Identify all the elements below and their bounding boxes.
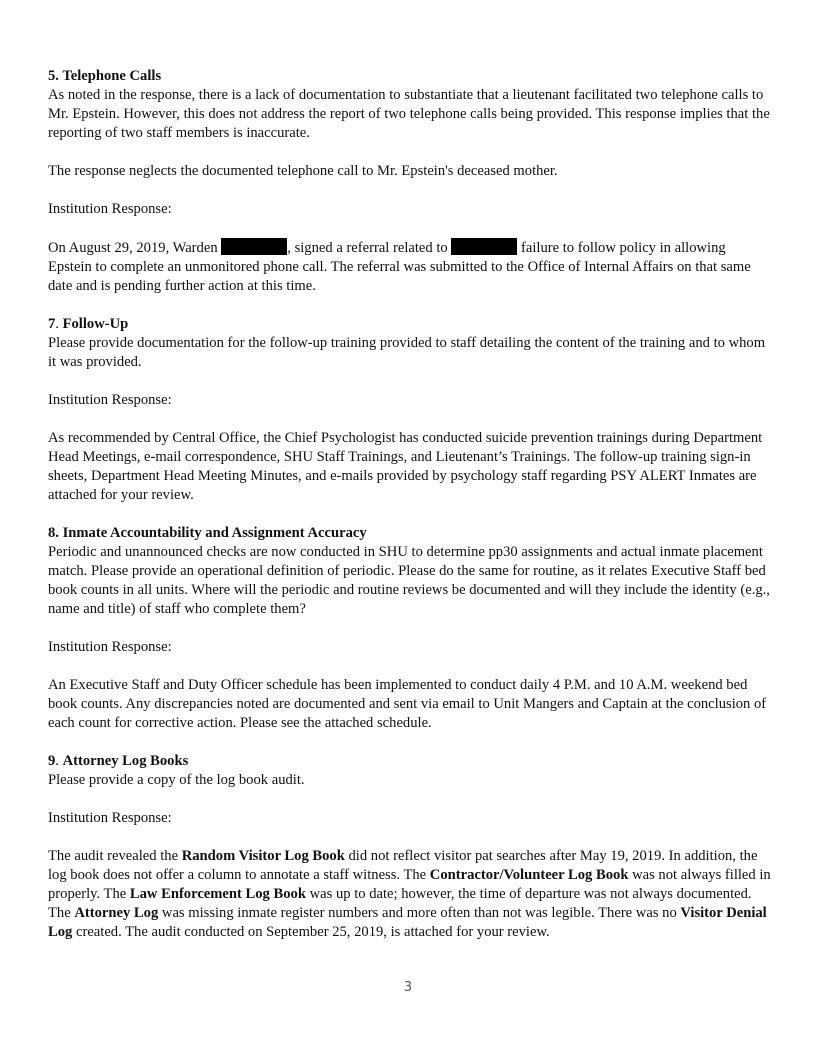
redacted-name-box xyxy=(451,238,517,255)
section-7-response-label: Institution Response: xyxy=(48,392,172,408)
document-page xyxy=(48,67,772,942)
section-9-body: Please provide a copy of the log book audit. xyxy=(48,772,305,788)
redacted-name-box xyxy=(221,238,287,255)
section-9-number: 9 xyxy=(48,753,56,769)
section-7-response: As recommended by Central Office, the Chief Psychologist has conducted suicide prevention trainings during Department Head Meetings, e-mail correspondence, SHU Staff Trainings, and Lieutenant’s Trainings. The follow-up training sign-in sheets, Department Head Meeting Minutes, and e-mails provided by psychology staff regarding PSY ALERT Inmates are attached for your review. xyxy=(48,430,763,503)
section-9-response-label: Institution Response: xyxy=(48,810,172,826)
bold-term-visitor-denial-log: Visitor Denial Log xyxy=(48,905,767,940)
section-8-response-label: Institution Response: xyxy=(48,639,172,655)
section-7-body: Please provide documentation for the follow-up training provided to staff detailing the content of the training and to whom it was provided. xyxy=(48,335,766,370)
section-5-response-part-2: , signed a referral related to xyxy=(287,240,452,256)
bold-term-attorney-log: Attorney Log xyxy=(74,905,159,921)
section-9-title: Attorney Log Books xyxy=(62,753,189,769)
section-9-response xyxy=(48,847,772,942)
section-7-title: Follow-Up xyxy=(62,316,129,332)
section-5-title: Telephone Calls xyxy=(62,68,162,84)
section-5-body: As noted in the response, there is a lack of documentation to substantiate that a lieutenant facilitated two telephone calls to Mr. Epstein. However, this does not address the report of two telephone calls being provided. This response implies that the reporting of two staff members is inaccurate. xyxy=(48,87,770,141)
section-7-separator: . xyxy=(55,316,63,332)
section-5-number: 5. xyxy=(48,68,63,84)
text-run: was missing inmate register numbers and more often than not was legible. There was no xyxy=(158,905,681,921)
section-9-heading xyxy=(48,752,772,771)
section-5-response-part-3: failure to follow policy in allowing Epstein to complete an unmonitored phone call. The referral was submitted to the Office of Internal Affairs on that same date and is pending further action at this time. xyxy=(48,240,751,294)
section-7-number: 7 xyxy=(48,316,56,332)
section-5-body-2: The response neglects the documented telephone call to Mr. Epstein's deceased mother. xyxy=(48,163,558,179)
section-7-heading xyxy=(48,315,772,334)
bold-term-random-visitor-log-book: Random Visitor Log Book xyxy=(181,848,345,864)
section-5-response xyxy=(48,238,772,296)
section-5-heading xyxy=(48,67,772,86)
text-run: The audit revealed the xyxy=(48,848,182,864)
section-5-response-part-1: On August 29, 2019, Warden xyxy=(48,240,222,256)
text-run: was not always filled in properly. The xyxy=(48,867,771,902)
text-run: was up to date; however, the time of departure was not always documented. The xyxy=(48,886,752,921)
page-number: 3 xyxy=(403,980,413,995)
section-8-response: An Executive Staff and Duty Officer schedule has been implemented to conduct daily 4 P.M. and 10 A.M. weekend bed book counts. Any discrepancies noted are documented and sent via email to Unit Mangers and Captain at the conclusion of each count for corrective action. Please see the attached schedule. xyxy=(48,677,767,731)
text-run: did not reflect visitor pat searches after May 19, 2019. In addition, the log book does not offer a column to annotate a staff witness. The xyxy=(48,848,758,883)
bold-term-law-enforcement-log-book: Law Enforcement Log Book xyxy=(129,886,306,902)
section-8-body: Periodic and unannounced checks are now conducted in SHU to determine pp30 assignments and actual inmate placement match. Please provide an operational definition of periodic. Please do the same for routine, as it relates Executive Staff bed book counts in all units. Where will the periodic and routine reviews be documented and will they include the identity (e.g., name and title) of staff who complete them? xyxy=(48,544,770,617)
bold-term-contractor-volunteer-log-book: Contractor/Volunteer Log Book xyxy=(429,867,629,883)
text-run: created. The audit conducted on September 25, 2019, is attached for your review. xyxy=(72,924,550,940)
section-8-title: 8. Inmate Accountability and Assignment Accuracy xyxy=(48,525,367,541)
section-9-separator: . xyxy=(55,753,63,769)
section-5-response-label: Institution Response: xyxy=(48,201,172,217)
